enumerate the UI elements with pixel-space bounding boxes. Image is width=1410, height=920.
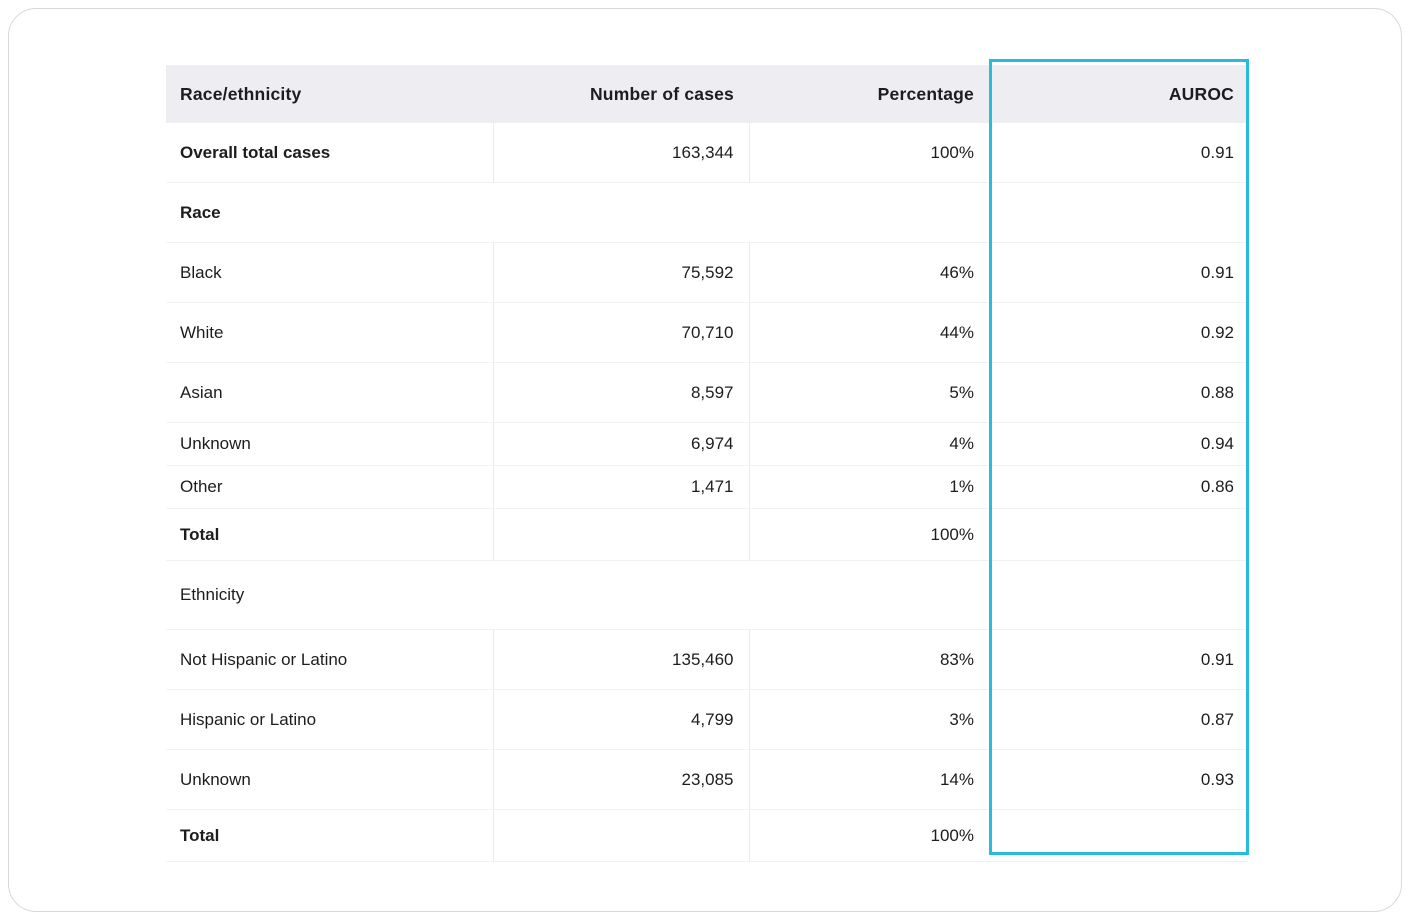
- cell-label: White: [166, 303, 493, 363]
- cell-percentage: 46%: [749, 243, 989, 303]
- table-row-total: [166, 810, 1249, 862]
- cell-percentage: 3%: [749, 690, 989, 750]
- cell-auroc: [989, 810, 1249, 862]
- cell-cases: 4,799: [493, 690, 749, 750]
- cell-percentage: 44%: [749, 303, 989, 363]
- cell-auroc: 0.92: [989, 303, 1249, 363]
- cell-cases: 8,597: [493, 363, 749, 423]
- table-row-unknown: [166, 750, 1249, 810]
- cell-percentage: 4%: [749, 423, 989, 466]
- cell-cases: 1,471: [493, 466, 749, 509]
- table-row-ethnicity: [166, 561, 1249, 630]
- table-header: [166, 65, 1249, 123]
- cell-cases: 135,460: [493, 630, 749, 690]
- cell-cases: 163,344: [493, 123, 749, 183]
- table-row-other: [166, 466, 1249, 509]
- section-label: Ethnicity: [166, 561, 1249, 630]
- cell-percentage: 100%: [749, 810, 989, 862]
- cell-percentage: 100%: [749, 123, 989, 183]
- cell-label: Other: [166, 466, 493, 509]
- cell-auroc: 0.87: [989, 690, 1249, 750]
- cell-cases: 70,710: [493, 303, 749, 363]
- table-row-not-hispanic-or-latino: [166, 630, 1249, 690]
- cell-auroc: 0.91: [989, 243, 1249, 303]
- cell-percentage: 83%: [749, 630, 989, 690]
- cell-label: Black: [166, 243, 493, 303]
- cell-auroc: 0.93: [989, 750, 1249, 810]
- cell-label: Unknown: [166, 750, 493, 810]
- cell-cases: 75,592: [493, 243, 749, 303]
- table-row-unknown: [166, 423, 1249, 466]
- table-row-asian: [166, 363, 1249, 423]
- header-row: [166, 65, 1249, 123]
- cell-auroc: 0.94: [989, 423, 1249, 466]
- table-row-total: [166, 509, 1249, 561]
- section-label: Race: [166, 183, 1249, 243]
- card: [8, 8, 1402, 912]
- table-row-white: [166, 303, 1249, 363]
- cell-cases: 23,085: [493, 750, 749, 810]
- cell-label: Not Hispanic or Latino: [166, 630, 493, 690]
- cell-auroc: 0.91: [989, 630, 1249, 690]
- cell-label: Unknown: [166, 423, 493, 466]
- cell-cases: [493, 509, 749, 561]
- column-header-race-ethnicity: Race/ethnicity: [166, 65, 493, 123]
- cell-cases: [493, 810, 749, 862]
- cell-percentage: 1%: [749, 466, 989, 509]
- column-header-auroc: AUROC: [989, 65, 1249, 123]
- cell-auroc: 0.86: [989, 466, 1249, 509]
- cell-label: Hispanic or Latino: [166, 690, 493, 750]
- cell-cases: 6,974: [493, 423, 749, 466]
- table-body: [166, 123, 1249, 862]
- race-ethnicity-auroc-table: [166, 65, 1249, 862]
- cell-label: Total: [166, 810, 493, 862]
- cell-auroc: 0.91: [989, 123, 1249, 183]
- table-row-hispanic-or-latino: [166, 690, 1249, 750]
- cell-auroc: 0.88: [989, 363, 1249, 423]
- table-row-overall-total-cases: [166, 123, 1249, 183]
- cell-percentage: 14%: [749, 750, 989, 810]
- cell-label: Total: [166, 509, 493, 561]
- cell-label: Overall total cases: [166, 123, 493, 183]
- column-header-percentage: Percentage: [749, 65, 989, 123]
- data-table: [166, 65, 1249, 862]
- table-row-black: [166, 243, 1249, 303]
- cell-label: Asian: [166, 363, 493, 423]
- column-header-number-of-cases: Number of cases: [493, 65, 749, 123]
- cell-percentage: 5%: [749, 363, 989, 423]
- cell-auroc: [989, 509, 1249, 561]
- table-row-race: [166, 183, 1249, 243]
- cell-percentage: 100%: [749, 509, 989, 561]
